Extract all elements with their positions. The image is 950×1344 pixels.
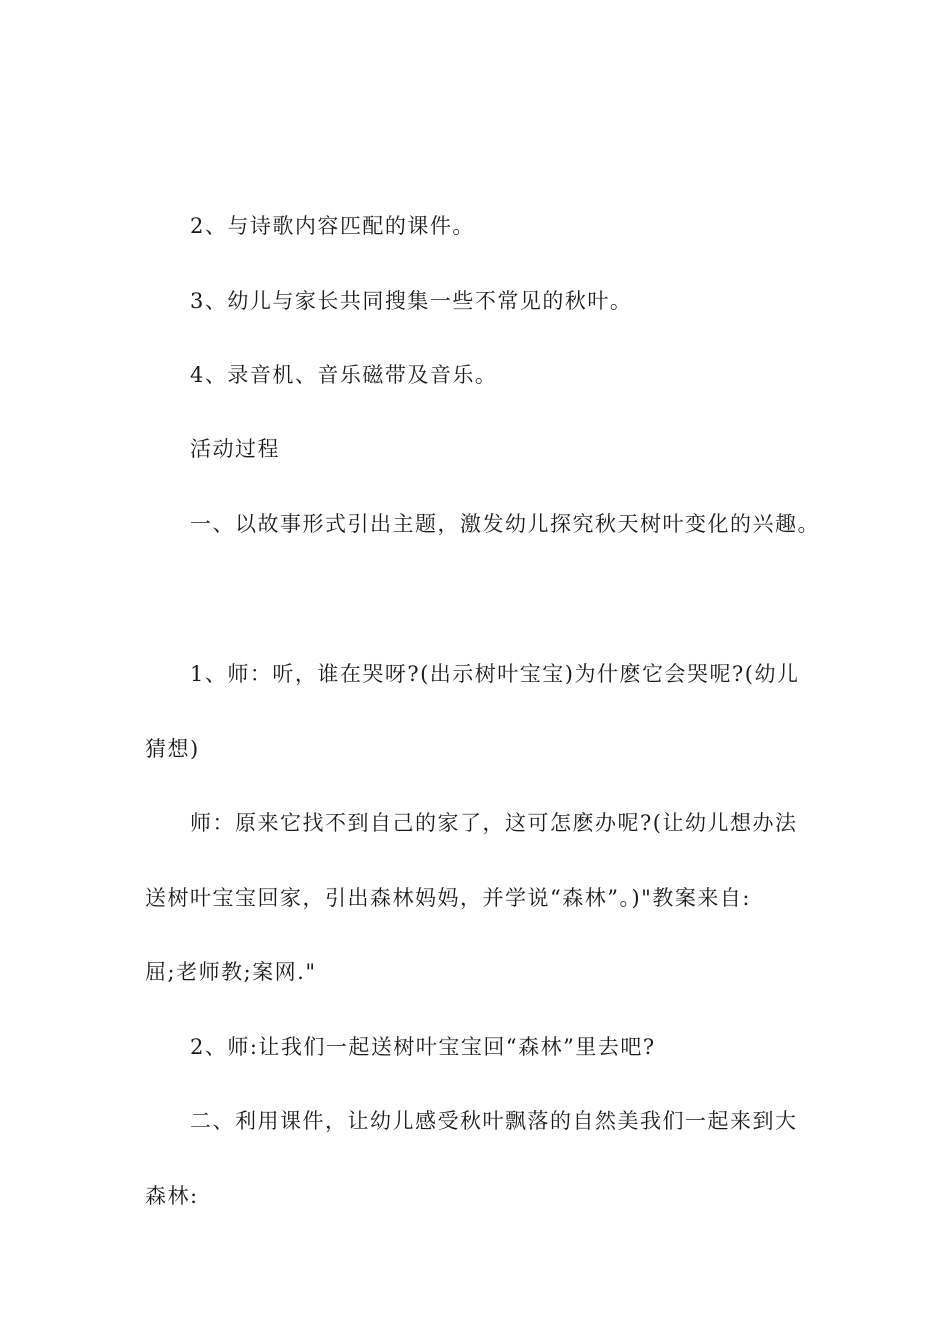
- material-item-3: 3、幼儿与家长共同搜集一些不常见的秋叶。: [190, 289, 633, 313]
- material-item-2: 2、与诗歌内容匹配的课件。: [190, 214, 475, 238]
- paragraph-line: 1、师：听，谁在哭呀?(出示树叶宝宝)为什麽它会哭呢?(幼儿: [190, 662, 800, 686]
- section-heading-process: 活动过程: [190, 437, 280, 461]
- paragraph-line: 送树叶宝宝回家，引出森林妈妈，并学说“森林”。)"教案来自:: [145, 886, 751, 910]
- step-heading-2: 二、利用课件，让幼儿感受秋叶飘落的自然美我们一起来到大: [190, 1109, 798, 1133]
- paragraph-line: 森林:: [145, 1184, 199, 1208]
- step-heading-1: 一、以故事形式引出主题，激发幼儿探究秋天树叶变化的兴趣。: [190, 512, 820, 536]
- paragraph-line: 师：原来它找不到自己的家了，这可怎麽办呢?(让幼儿想办法: [190, 811, 798, 835]
- paragraph-line: 2、师:让我们一起送树叶宝宝回“森林”里去吧?: [190, 1035, 656, 1059]
- material-item-4: 4、录音机、音乐磁带及音乐。: [190, 363, 498, 387]
- paragraph-line: 猜想): [145, 737, 200, 761]
- paragraph-line: 屈;老师教;案网.": [145, 960, 317, 984]
